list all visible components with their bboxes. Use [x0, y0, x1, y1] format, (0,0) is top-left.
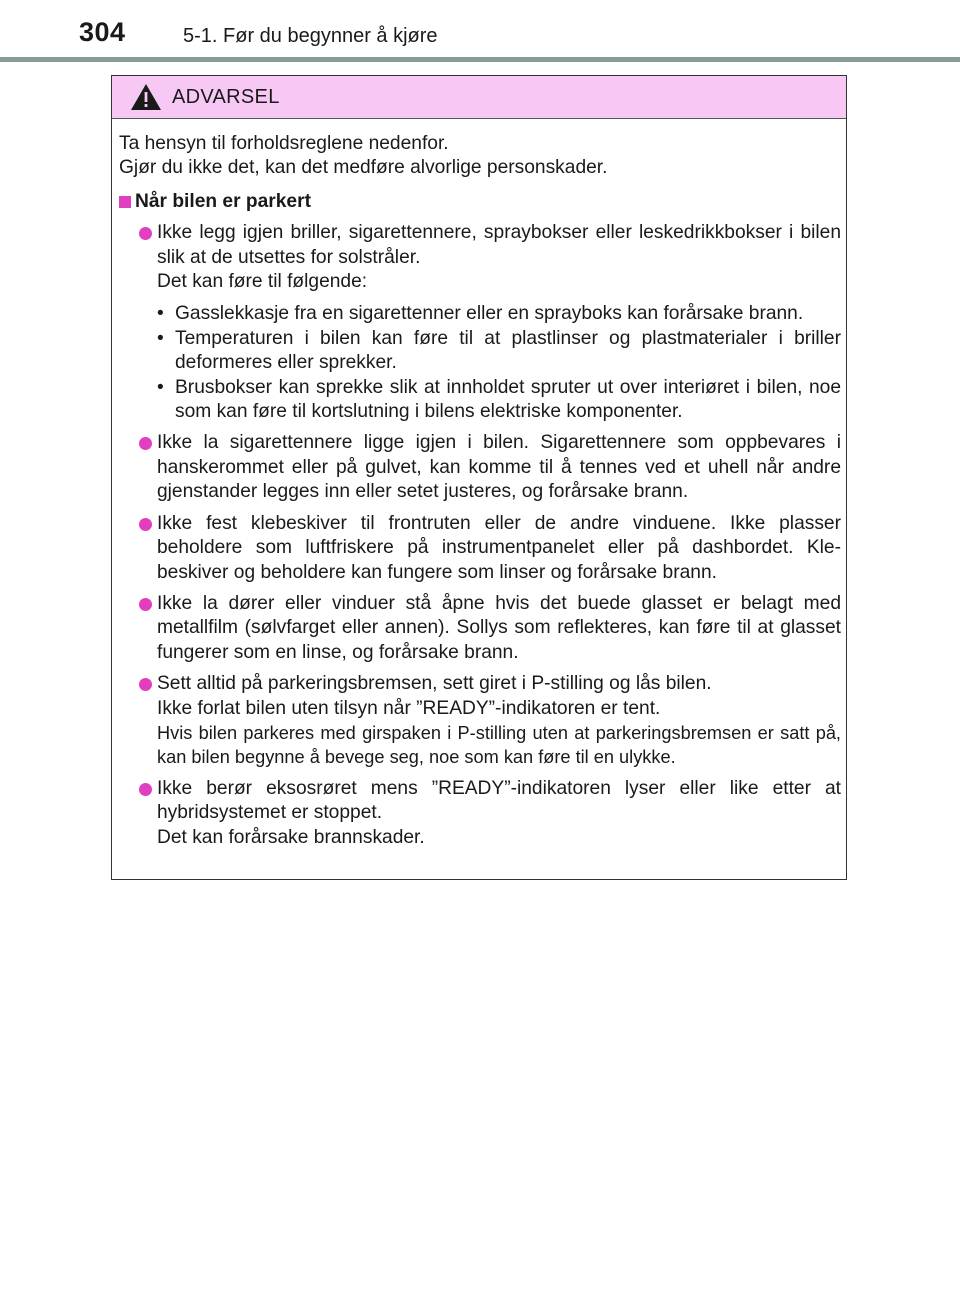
- list-item: [119, 777, 841, 850]
- item-text: Sett alltid på parkeringsbremsen, sett giret i P-stilling og lås bilen.: [157, 673, 712, 695]
- subheading: [119, 190, 841, 214]
- list-item: [119, 672, 841, 770]
- subheading-text: Når bilen er parkert: [135, 190, 311, 212]
- warning-header: [112, 76, 846, 119]
- intro-line: Ta hensyn til forholdsreglene nedenfor.: [119, 133, 449, 154]
- circle-bullet-icon: [139, 227, 152, 240]
- item-text: Ikke legg igjen briller, sigarettennere, spraybokser eller leskedrikkbokser i bilen slik at de utsettes for solstråler.: [157, 222, 841, 268]
- header-divider: [0, 57, 960, 62]
- page-number: 304: [79, 17, 126, 47]
- sub-bullet: • Brusbokser kan sprekke slik at innholdet spruter ut over interiøret i bilen, noe som kan føre til kortslutning i bilens elektriske komponenter.: [157, 376, 841, 425]
- item-text: Ikke berør eksosrøret mens ”READY”-indikatoren lyser eller like etter at hybridsystemet er stoppet.: [157, 777, 841, 824]
- list-item: [119, 221, 841, 294]
- warning-box: [111, 75, 847, 880]
- circle-bullet-icon: [139, 598, 152, 611]
- sub-bullet: • Temperaturen i bilen kan føre til at plastlinser og plastmaterialer i briller deformeres eller sprekker.: [157, 327, 841, 376]
- item-text: Ikke forlat bilen uten tilsyn når ”READY”-indikatoren er tent.: [157, 697, 661, 719]
- sub-bullet: • Gasslekkasje fra en sigarettenner eller en sprayboks kan forårsake brann.: [157, 302, 841, 326]
- list-item: [119, 592, 841, 665]
- warning-triangle-icon: [130, 83, 162, 111]
- warning-content: [119, 132, 841, 850]
- section-title: 5-1. Før du begynner å kjøre: [183, 25, 438, 47]
- circle-bullet-icon: [139, 518, 152, 531]
- item-text: Ikke fest klebeskiver til frontruten eller de andre vinduene. Ikke plasser beholdere som luftfriskere på instrumentpanelet eller på dashbordet. Kle-beskiver og beholdere kan fungere som linser og forårsake brann.: [157, 512, 841, 583]
- square-bullet-icon: [119, 196, 131, 208]
- circle-bullet-icon: [139, 678, 152, 691]
- sub-bullet-list: [119, 302, 841, 424]
- intro-line: Gjør du ikke det, kan det medføre alvorlige personskader.: [119, 157, 608, 179]
- item-text: Ikke la sigarettennere ligge igjen i bilen. Sigarettennere som oppbevares i hanskerommet eller på gulvet, kan komme til å tennes ved et uhell når andre gjenstander legges inn eller setet justeres, og forårsake brann.: [157, 432, 841, 503]
- circle-bullet-icon: [139, 437, 152, 450]
- list-item: [119, 431, 841, 504]
- warning-title: ADVARSEL: [172, 86, 280, 108]
- item-followup: Det kan føre til følgende:: [157, 271, 368, 293]
- circle-bullet-icon: [139, 783, 152, 796]
- item-text: Hvis bilen parkeres med girspaken i P-stilling uten at parkeringsbremsen er satt på, kan bilen begynne å bevege seg, noe som kan føre til en ulykke.: [157, 722, 841, 768]
- page-header: [0, 0, 960, 64]
- item-followup: Det kan forårsake brannskader.: [157, 826, 425, 848]
- list-item: [119, 512, 841, 585]
- item-text: Ikke la dører eller vinduer stå åpne hvis det buede glasset er belagt med metallfilm (sølvfarget eller annen). Sollys som reflekteres, kan føre til at glasset fungerer som en linse, og forårsake brann.: [157, 592, 841, 663]
